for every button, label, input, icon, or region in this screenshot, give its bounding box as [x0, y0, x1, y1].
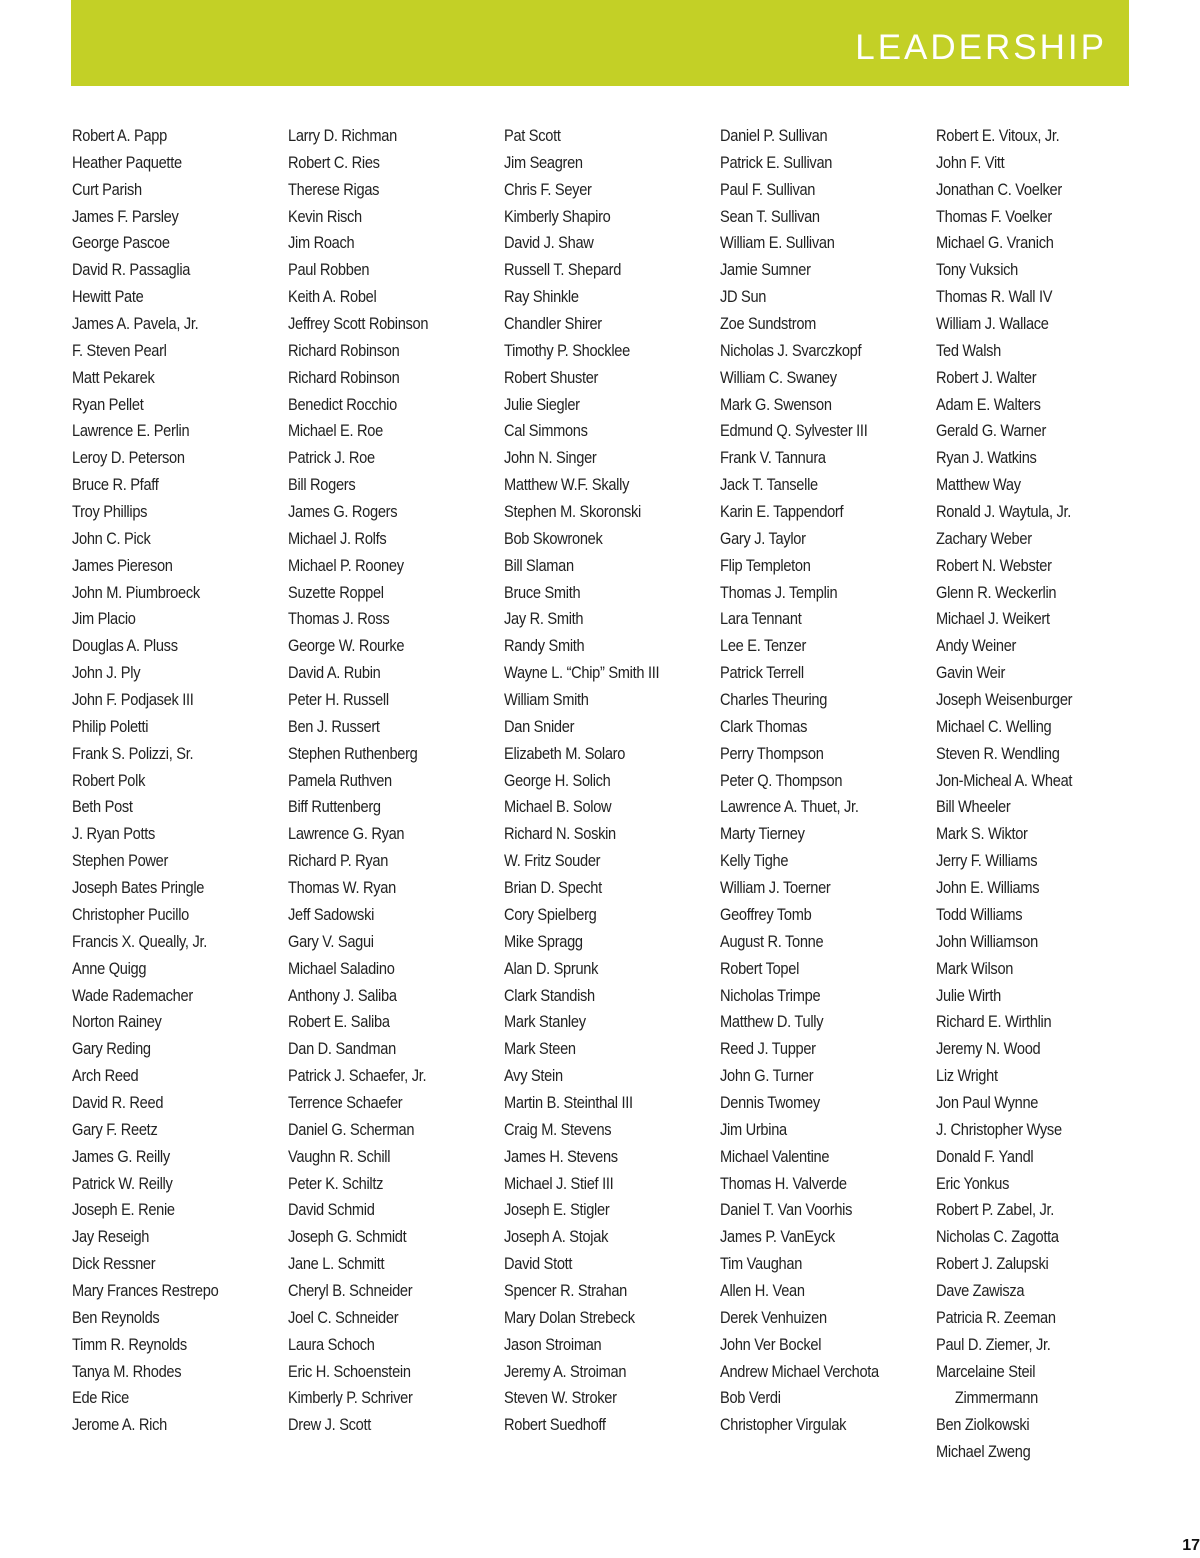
name-entry: Michael G. Vranich [936, 233, 1054, 253]
name-entry: David R. Passaglia [72, 260, 191, 280]
name-entry: Thomas R. Wall IV [936, 287, 1053, 307]
name-entry: Richard N. Soskin [504, 824, 616, 844]
name-entry: Mark S. Wiktor [936, 824, 1028, 844]
name-entry: Jay Reseigh [72, 1227, 150, 1247]
name-entry: Lee E. Tenzer [720, 636, 807, 656]
name-entry: Therese Rigas [288, 179, 380, 199]
name-entry: Thomas J. Ross [288, 609, 390, 629]
name-entry: Ray Shinkle [504, 287, 579, 307]
name-entry: John Williamson [936, 931, 1038, 951]
name-entry: John F. Podjasek III [72, 690, 194, 710]
name-entry: Robert A. Papp [72, 126, 167, 145]
name-entry: David Stott [504, 1254, 573, 1274]
name-entry: Jeremy N. Wood [936, 1039, 1041, 1059]
name-entry: Bill Wheeler [936, 797, 1011, 817]
name-entry: Joseph A. Stojak [504, 1227, 609, 1247]
name-entry: Robert J. Zalupski [936, 1254, 1049, 1274]
name-entry: Michael E. Roe [288, 421, 383, 441]
name-entry: Christopher Virgulak [720, 1415, 847, 1435]
name-entry: Clark Standish [504, 985, 595, 1005]
name-entry: Richard P. Ryan [288, 851, 389, 871]
names-column-4 [720, 123, 930, 1439]
name-entry: Daniel T. Van Voorhis [720, 1200, 853, 1220]
name-entry: William C. Swaney [720, 367, 837, 387]
name-entry: Jerry F. Williams [936, 851, 1038, 871]
name-entry: Matt Pekarek [72, 367, 155, 387]
name-entry: Robert Shuster [504, 367, 599, 387]
name-entry: Jamie Sumner [720, 260, 811, 280]
name-entry: Mary Frances Restrepo [72, 1280, 219, 1300]
name-entry: Jeff Sadowski [288, 904, 375, 924]
name-entry: Jerome A. Rich [72, 1415, 167, 1435]
name-entry: Eric H. Schoenstein [288, 1361, 411, 1381]
name-entry: William J. Toerner [720, 878, 831, 898]
name-entry: Cheryl B. Schneider [288, 1280, 413, 1300]
name-entry: Michael B. Solow [504, 797, 612, 817]
name-entry: Stephen Power [72, 851, 169, 871]
name-entry: Bob Skowronek [504, 528, 603, 548]
name-entry: Jon Paul Wynne [936, 1092, 1039, 1112]
name-entry: Sean T. Sullivan [720, 206, 820, 226]
name-entry: Joseph Weisenburger [936, 690, 1073, 710]
name-entry: Frank S. Polizzi, Sr. [72, 743, 194, 763]
name-entry: Vaughn R. Schill [288, 1146, 391, 1166]
name-entry: Andrew Michael Verchota [720, 1361, 879, 1381]
name-entry: Richard E. Wirthlin [936, 1012, 1052, 1032]
name-entry: Cory Spielberg [504, 904, 597, 924]
name-entry: Liz Wright [936, 1066, 998, 1086]
name-entry: John M. Piumbroeck [72, 582, 200, 602]
name-entry: Jay R. Smith [504, 609, 584, 629]
name-entry: Patrick W. Reilly [72, 1173, 173, 1193]
name-entry: Randy Smith [504, 636, 585, 656]
name-entry: Thomas F. Voelker [936, 206, 1052, 226]
name-entry: Matthew Way [936, 475, 1021, 495]
name-entry: Jeremy A. Stroiman [504, 1361, 627, 1381]
name-entry: Bob Verdi [720, 1388, 781, 1408]
name-entry: Pat Scott [504, 126, 561, 145]
name-entry: John J. Ply [72, 663, 141, 683]
name-entry: Brian D. Specht [504, 878, 602, 898]
name-entry: Julie Siegler [504, 394, 580, 414]
name-entry: Paul D. Ziemer, Jr. [936, 1334, 1051, 1354]
name-entry: Kimberly P. Schriver [288, 1388, 413, 1408]
name-entry: Peter H. Russell [288, 690, 389, 710]
name-entry: Michael Zweng [936, 1442, 1031, 1462]
name-entry: Wade Rademacher [72, 985, 193, 1005]
name-entry: George Pascoe [72, 233, 170, 253]
name-entry: Patricia R. Zeeman [936, 1307, 1056, 1327]
name-entry: Kimberly Shapiro [504, 206, 611, 226]
name-entry: Patrick J. Schaefer, Jr. [288, 1066, 427, 1086]
name-entry: John C. Pick [72, 528, 151, 548]
name-entry: Gary J. Taylor [720, 528, 806, 548]
name-entry: Dennis Twomey [720, 1092, 820, 1112]
name-entry: Lara Tennant [720, 609, 802, 629]
name-entry: Charles Theuring [720, 690, 828, 710]
name-entry: James H. Stevens [504, 1146, 618, 1166]
name-entry: Drew J. Scott [288, 1415, 372, 1435]
name-entry: Mary Dolan Strebeck [504, 1307, 635, 1327]
name-entry: Curt Parish [72, 179, 142, 199]
name-entry: Jonathan C. Voelker [936, 179, 1062, 199]
page-number: 17 [1182, 1537, 1200, 1554]
name-entry: David A. Rubin [288, 663, 381, 683]
name-entry: Dave Zawisza [936, 1280, 1025, 1300]
name-entry: Kevin Risch [288, 206, 362, 226]
name-entry: Nicholas C. Zagotta [936, 1227, 1059, 1247]
name-entry: Andy Weiner [936, 636, 1017, 656]
name-entry: Jeffrey Scott Robinson [288, 314, 429, 334]
name-entry: Pamela Ruthven [288, 770, 392, 790]
name-entry: Benedict Rocchio [288, 394, 397, 414]
name-entry: Marcelaine Steil [936, 1361, 1036, 1381]
name-entry: James G. Reilly [72, 1146, 170, 1166]
name-entry: Patrick Terrell [720, 663, 804, 683]
name-entry: Paul F. Sullivan [720, 179, 816, 199]
header-band [71, 0, 1129, 86]
name-entry: Anthony J. Saliba [288, 985, 397, 1005]
name-entry: Timm R. Reynolds [72, 1334, 187, 1354]
name-entry: James P. VanEyck [720, 1227, 835, 1247]
name-entry: Francis X. Queally, Jr. [72, 931, 207, 951]
name-entry: John F. Vitt [936, 152, 1005, 172]
name-entry: Julie Wirth [936, 985, 1001, 1005]
name-entry: Martin B. Steinthal III [504, 1092, 633, 1112]
name-entry: William J. Wallace [936, 314, 1049, 334]
name-entry: Jim Seagren [504, 152, 583, 172]
name-entry: Mark Wilson [936, 958, 1014, 978]
name-entry: Ben Ziolkowski [936, 1415, 1030, 1435]
name-entry: Stephen M. Skoronski [504, 502, 642, 522]
name-entry: Wayne L. “Chip” Smith III [504, 663, 660, 683]
name-entry: Robert J. Walter [936, 367, 1037, 387]
name-entry: Michael J. Weikert [936, 609, 1050, 629]
name-entry: Joseph G. Schmidt [288, 1227, 407, 1247]
name-entry: Mark G. Swenson [720, 394, 832, 414]
name-entry: Alan D. Sprunk [504, 958, 599, 978]
name-entry: John N. Singer [504, 448, 597, 468]
name-entry: Russell T. Shepard [504, 260, 622, 280]
name-entry: Anne Quigg [72, 958, 147, 978]
name-entry: Bill Slaman [504, 555, 574, 575]
name-entry: Marty Tierney [720, 824, 805, 844]
name-entry: Ryan Pellet [72, 394, 144, 414]
name-entry: David J. Shaw [504, 233, 594, 253]
name-entry: Joseph E. Renie [72, 1200, 175, 1220]
name-entry: Adam E. Walters [936, 394, 1041, 414]
name-entry: Richard Robinson [288, 340, 400, 360]
name-entry: Robert E. Vitoux, Jr. [936, 126, 1060, 145]
name-entry: James A. Pavela, Jr. [72, 314, 199, 334]
name-entry: Robert E. Saliba [288, 1012, 390, 1032]
name-entry: Philip Poletti [72, 716, 149, 736]
name-entry: Thomas W. Ryan [288, 878, 396, 898]
name-entry: Tim Vaughan [720, 1254, 803, 1274]
name-entry: August R. Tonne [720, 931, 824, 951]
name-entry: Jim Placio [72, 609, 136, 629]
name-entry: Joseph E. Stigler [504, 1200, 610, 1220]
name-entry: James G. Rogers [288, 502, 398, 522]
names-column-3 [504, 123, 714, 1439]
name-entry: Chris F. Seyer [504, 179, 592, 199]
name-entry: Jim Urbina [720, 1119, 787, 1139]
name-entry: Joel C. Schneider [288, 1307, 399, 1327]
name-entry: Tanya M. Rhodes [72, 1361, 182, 1381]
name-entry: Timothy P. Shocklee [504, 340, 630, 360]
name-entry: Cal Simmons [504, 421, 588, 441]
name-entry: Gary F. Reetz [72, 1119, 158, 1139]
name-entry: Chandler Shirer [504, 314, 602, 334]
name-entry: Terrence Schaefer [288, 1092, 403, 1112]
name-entry: Bruce R. Pfaff [72, 475, 159, 495]
name-entry: Daniel P. Sullivan [720, 126, 828, 145]
name-entry: Robert C. Ries [288, 152, 380, 172]
name-entry: Thomas H. Valverde [720, 1173, 847, 1193]
name-entry: Karin E. Tappendorf [720, 502, 844, 522]
name-entry: Reed J. Tupper [720, 1039, 816, 1059]
name-entry: John Ver Bockel [720, 1334, 822, 1354]
name-entry: W. Fritz Souder [504, 851, 601, 871]
name-entry: Nicholas J. Svarczkopf [720, 340, 862, 360]
name-entry: Larry D. Richman [288, 126, 397, 145]
name-entry: Eric Yonkus [936, 1173, 1010, 1193]
name-entry: Heather Paquette [72, 152, 182, 172]
name-entry: Robert Suedhoff [504, 1415, 606, 1435]
name-entry: Derek Venhuizen [720, 1307, 827, 1327]
name-entry: Nicholas Trimpe [720, 985, 821, 1005]
name-entry: Jack T. Tanselle [720, 475, 818, 495]
name-entry: Elizabeth M. Solaro [504, 743, 626, 763]
name-entry: Stephen Ruthenberg [288, 743, 418, 763]
name-entry: Peter K. Schiltz [288, 1173, 384, 1193]
name-entry: Glenn R. Weckerlin [936, 582, 1057, 602]
name-entry: William E. Sullivan [720, 233, 835, 253]
name-entry: Laura Schoch [288, 1334, 375, 1354]
name-entry: David Schmid [288, 1200, 375, 1220]
name-entry: Douglas A. Pluss [72, 636, 178, 656]
name-entry: Norton Rainey [72, 1012, 162, 1032]
name-entry: Jon-Micheal A. Wheat [936, 770, 1073, 790]
name-entry: Suzette Roppel [288, 582, 384, 602]
name-entry: Clark Thomas [720, 716, 808, 736]
names-column-2 [288, 123, 498, 1439]
name-entry: Allen H. Vean [720, 1280, 805, 1300]
name-entry: Donald F. Yandl [936, 1146, 1034, 1166]
section-title: LEADERSHIP [855, 28, 1107, 67]
name-entry: Patrick E. Sullivan [720, 152, 833, 172]
name-entry: Ryan J. Watkins [936, 448, 1037, 468]
name-entry: Dan Snider [504, 716, 575, 736]
name-entry: Robert Polk [72, 770, 146, 790]
name-entry: Gary V. Sagui [288, 931, 374, 951]
name-entry: Biff Ruttenberg [288, 797, 381, 817]
name-entry: Kelly Tighe [720, 851, 789, 871]
name-entry: Dick Ressner [72, 1254, 156, 1274]
name-entry: Lawrence G. Ryan [288, 824, 405, 844]
name-entry: Michael P. Rooney [288, 555, 404, 575]
name-entry: Michael J. Rolfs [288, 528, 387, 548]
name-entry: Craig M. Stevens [504, 1119, 612, 1139]
name-entry: Gerald G. Warner [936, 421, 1047, 441]
name-entry: Thomas J. Templin [720, 582, 838, 602]
name-entry: F. Steven Pearl [72, 340, 167, 360]
name-entry: Jason Stroiman [504, 1334, 602, 1354]
name-entry: James Piereson [72, 555, 173, 575]
name-entry: Arch Reed [72, 1066, 139, 1086]
name-entry: Zoe Sundstrom [720, 314, 817, 334]
name-entry: George H. Solich [504, 770, 611, 790]
name-entry: Keith A. Robel [288, 287, 377, 307]
name-entry: Michael C. Welling [936, 716, 1052, 736]
name-entry: Edmund Q. Sylvester III [720, 421, 868, 441]
name-entry: Robert N. Webster [936, 555, 1052, 575]
name-entry: Ted Walsh [936, 340, 1002, 360]
name-entry: Bruce Smith [504, 582, 581, 602]
name-entry: Zachary Weber [936, 528, 1032, 548]
name-entry: Gary Reding [72, 1039, 151, 1059]
name-entry: Jane L. Schmitt [288, 1254, 385, 1274]
names-column-5 [936, 123, 1146, 1466]
name-entry: Jim Roach [288, 233, 355, 253]
name-entry: Michael J. Stief III [504, 1173, 614, 1193]
name-entry: Spencer R. Strahan [504, 1280, 627, 1300]
name-entry: Frank V. Tannura [720, 448, 826, 468]
name-entry: Leroy D. Peterson [72, 448, 185, 468]
name-entry: Michael Saladino [288, 958, 395, 978]
name-entry: Ben J. Russert [288, 716, 380, 736]
name-entry: Geoffrey Tomb [720, 904, 812, 924]
name-entry: Flip Templeton [720, 555, 811, 575]
name-entry: Todd Williams [936, 904, 1023, 924]
name-entry: Beth Post [72, 797, 133, 817]
name-entry: Ronald J. Waytula, Jr. [936, 502, 1072, 522]
name-entry: Dan D. Sandman [288, 1039, 396, 1059]
name-entry: Steven R. Wendling [936, 743, 1060, 763]
name-entry: Matthew W.F. Skally [504, 475, 630, 495]
name-entry: Christopher Pucillo [72, 904, 189, 924]
name-entry: Michael Valentine [720, 1146, 830, 1166]
name-entry: John G. Turner [720, 1066, 814, 1086]
name-entry: Joseph Bates Pringle [72, 878, 205, 898]
name-entry: Tony Vuksich [936, 260, 1018, 280]
name-entry: Hewitt Pate [72, 287, 144, 307]
name-entry: Paul Robben [288, 260, 370, 280]
name-entry: Troy Phillips [72, 502, 148, 522]
name-entry: Daniel G. Scherman [288, 1119, 415, 1139]
name-entry: Matthew D. Tully [720, 1012, 824, 1032]
name-entry: Peter Q. Thompson [720, 770, 843, 790]
names-column-1 [72, 123, 282, 1439]
name-entry: James F. Parsley [72, 206, 179, 226]
name-entry: Ben Reynolds [72, 1307, 160, 1327]
name-entry: William Smith [504, 690, 589, 710]
name-entry: John E. Williams [936, 878, 1040, 898]
name-entry: Zimmermann [954, 1388, 1039, 1408]
name-entry: J. Ryan Potts [72, 824, 156, 844]
name-entry: George W. Rourke [288, 636, 405, 656]
name-entry: Robert P. Zabel, Jr. [936, 1200, 1055, 1220]
name-entry: Avy Stein [504, 1066, 563, 1086]
name-entry: Lawrence A. Thuet, Jr. [720, 797, 859, 817]
name-entry: Steven W. Stroker [504, 1388, 617, 1408]
name-entry: Gavin Weir [936, 663, 1006, 683]
name-entry: David R. Reed [72, 1092, 164, 1112]
name-entry: Mike Spragg [504, 931, 583, 951]
name-entry: Robert Topel [720, 958, 800, 978]
name-entry: Lawrence E. Perlin [72, 421, 190, 441]
name-entry: Richard Robinson [288, 367, 400, 387]
name-entry: J. Christopher Wyse [936, 1119, 1062, 1139]
name-entry: JD Sun [720, 287, 767, 307]
name-entry: Ede Rice [72, 1388, 129, 1408]
name-entry: Bill Rogers [288, 475, 356, 495]
name-entry: Mark Steen [504, 1039, 576, 1059]
name-entry: Mark Stanley [504, 1012, 586, 1032]
name-entry: Perry Thompson [720, 743, 824, 763]
name-entry: Patrick J. Roe [288, 448, 375, 468]
